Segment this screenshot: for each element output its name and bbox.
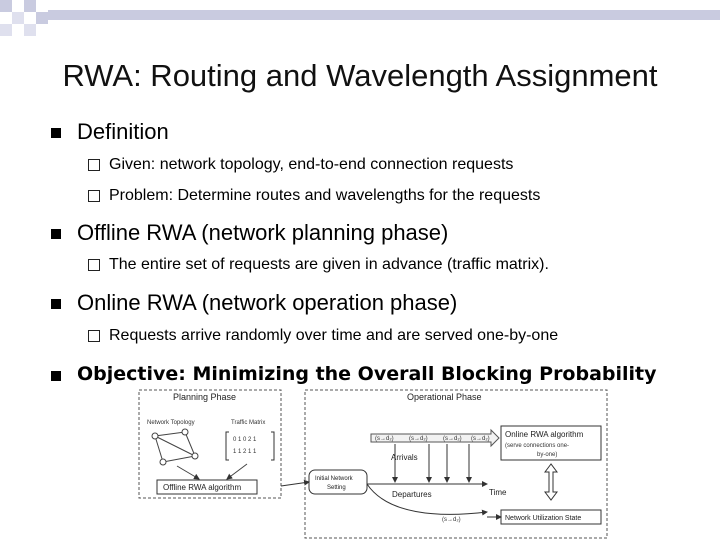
bullet-text: Online RWA (network operation phase) bbox=[77, 290, 458, 315]
checkbox-bullet-icon bbox=[88, 190, 100, 202]
bullet-text: Objective: Minimizing the Overall Blocking Probability bbox=[77, 363, 657, 385]
square-bullet-icon bbox=[51, 371, 61, 381]
rwa-phases-diagram bbox=[137, 386, 612, 540]
bullet-text: Offline RWA (network planning phase) bbox=[77, 220, 449, 245]
traffic-matrix-row: 0 1 0 2 1 bbox=[233, 437, 257, 443]
offline-rwa-algorithm-label: Offline RWA algorithm bbox=[163, 483, 242, 492]
network-topology-label: Network Topology bbox=[147, 420, 195, 426]
planning-phase-label: Planning Phase bbox=[173, 392, 237, 402]
request-label: (s→d₂) bbox=[471, 436, 490, 442]
header-decoration bbox=[0, 0, 720, 40]
square-bullet-icon bbox=[51, 299, 61, 309]
square-bullet-icon bbox=[51, 229, 61, 239]
online-rwa-note: by-one) bbox=[537, 452, 558, 458]
slide-title: RWA: Routing and Wavelength Assignment bbox=[62, 58, 658, 93]
checkbox-bullet-icon bbox=[88, 330, 100, 342]
request-label: (s→d₂) bbox=[409, 436, 428, 442]
traffic-matrix-label: Traffic Matrix bbox=[231, 420, 266, 426]
arrivals-label: Arrivals bbox=[391, 453, 418, 462]
sub-bullet-text: The entire set of requests are given in advance (traffic matrix). bbox=[109, 256, 549, 273]
departures-label: Departures bbox=[392, 490, 432, 499]
initial-setting-label: Setting bbox=[327, 485, 346, 491]
request-label: (s→d₂) bbox=[443, 436, 462, 442]
sub-bullet-text: Given: network topology, end-to-end connection requests bbox=[109, 156, 514, 173]
operational-phase-label: Operational Phase bbox=[407, 392, 482, 402]
online-rwa-note: (serve connections one- bbox=[505, 443, 570, 449]
traffic-matrix-row: 1 1 2 1 1 bbox=[233, 449, 257, 455]
checkbox-bullet-icon bbox=[88, 159, 100, 171]
sub-bullet-text: Problem: Determine routes and wavelengths for the requests bbox=[109, 187, 541, 204]
request-label: (s→d₂) bbox=[442, 517, 461, 523]
square-bullet-icon bbox=[51, 128, 61, 138]
online-rwa-algorithm-label: Online RWA algorithm bbox=[505, 430, 584, 439]
request-label: (s→d₂) bbox=[375, 436, 394, 442]
sub-bullet-text: Requests arrive randomly over time and are served one-by-one bbox=[109, 327, 559, 344]
time-label: Time bbox=[489, 488, 507, 497]
bullet-text: Definition bbox=[77, 119, 169, 144]
checkbox-bullet-icon bbox=[88, 259, 100, 271]
initial-setting-label: Initial Network bbox=[315, 476, 353, 482]
network-utilization-state-label: Network Utilization State bbox=[505, 515, 582, 522]
